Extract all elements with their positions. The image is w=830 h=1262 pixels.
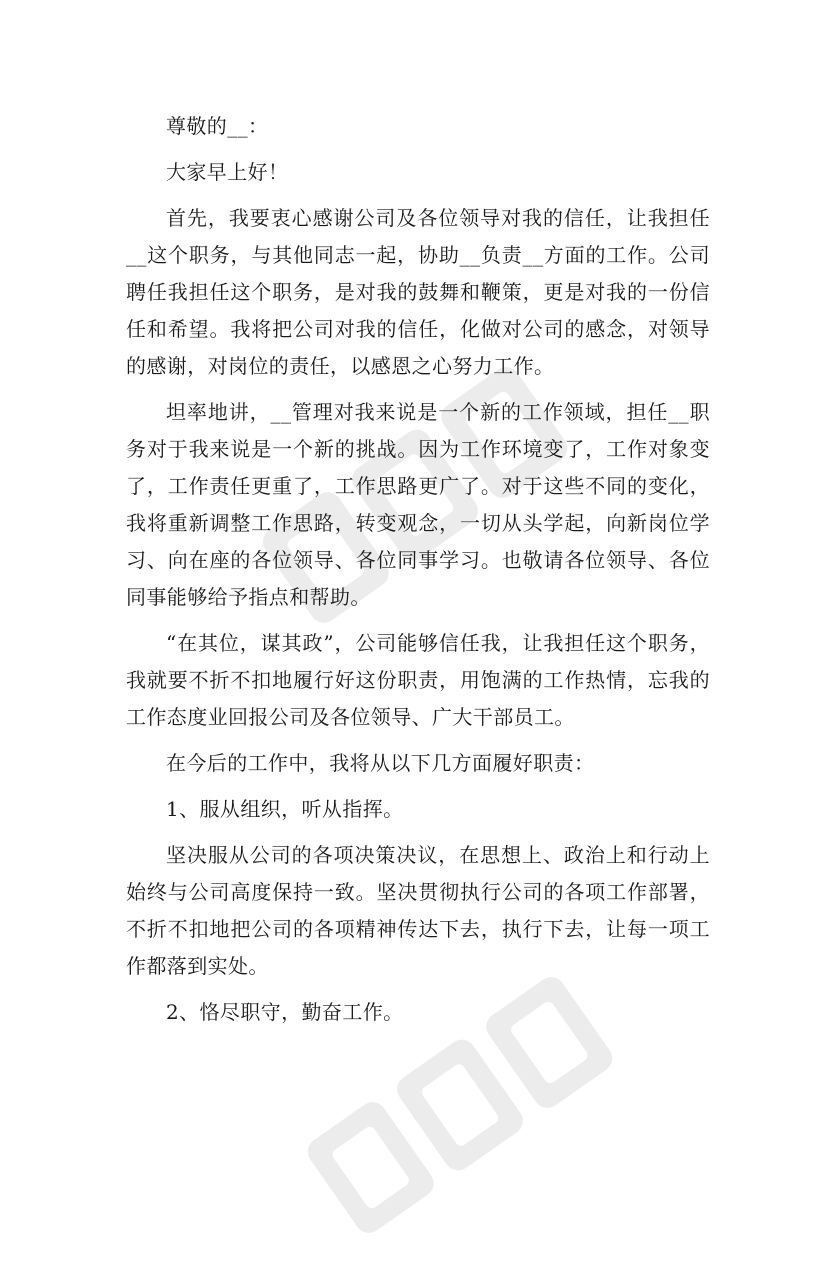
salutation: 尊敬的__： xyxy=(166,114,269,138)
paragraph-intro-list: 在今后的工作中，我将从以下几方面履好职责： xyxy=(166,751,595,775)
document-body xyxy=(126,108,710,1040)
list-heading-1: 1、服从组织，听从指挥。 xyxy=(166,797,404,821)
paragraph-duty: “在其位，谋其政”，公司能够信任我，让我担任这个职务，我就要不折不扣地履行好这份职责，用饱满的工作热情，忘我的工作态度业回报公司及各位领导、广大干部员工。 xyxy=(126,631,710,729)
paragraph-obey: 坚决服从公司的各项决策决议，在思想上、政治上和行动上始终与公司高度保持一致。坚决贯彻执行公司的各项工作部署，不折不扣地把公司的各项精神传达下去，执行下去，让每一项工作都落到实处。 xyxy=(126,843,710,978)
list-heading-2: 2、恪尽职守，勤奋工作。 xyxy=(166,1000,404,1024)
greeting: 大家早上好！ xyxy=(166,160,289,184)
paragraph-thanks: 首先，我要衷心感谢公司及各位领导对我的信任，让我担任__这个职务，与其他同志一起，协助__负责__方面的工作。公司聘任我担任这个职务，是对我的鼓舞和鞭策，更是对我的一份信任和希望。我将把公司对我的信任，化做对公司的感念，对领导的感谢，对岗位的责任，以感恩之心努力工作。 xyxy=(126,206,710,378)
paragraph-new-challenge: 坦率地讲，__管理对我来说是一个新的工作领域，担任__职务对于我来说是一个新的挑战。因为工作环境变了，工作对象变了，工作责任更重了，工作思路更广了。对于这些不同的变化，我将重新调整工作思路，转变观念，一切从头学起，向新岗位学习、向在座的各位领导、各位同事学习。也敬请各位领导、各位同事能够给予指点和帮助。 xyxy=(126,400,710,609)
